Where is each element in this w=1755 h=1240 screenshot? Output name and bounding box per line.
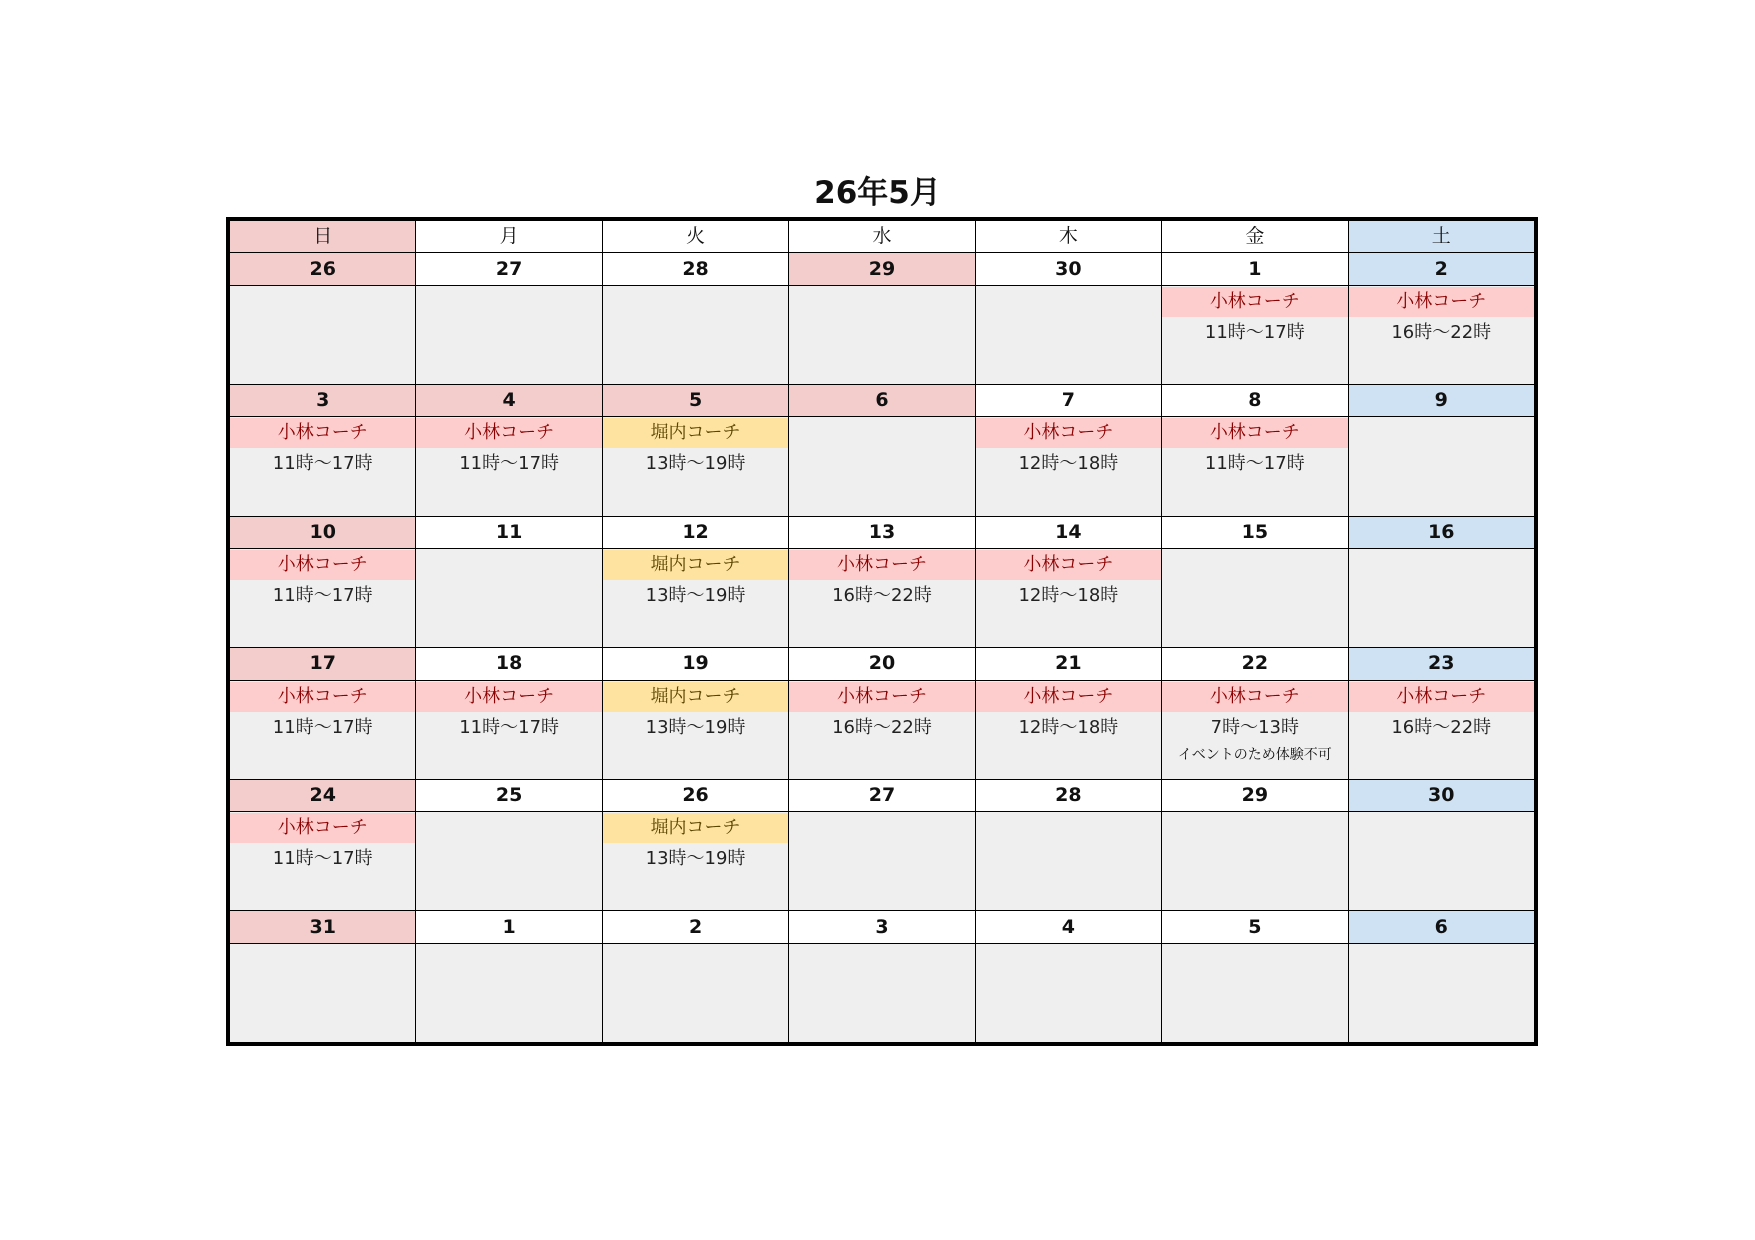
- week-date-row: [230, 384, 1535, 416]
- day-cell: [602, 680, 788, 779]
- week-date-row: [230, 648, 1535, 680]
- coach-label: 堀内コーチ: [603, 682, 788, 712]
- day-cell: [1162, 680, 1348, 779]
- day-number: 5: [1162, 911, 1348, 943]
- coach-label: 小林コーチ: [230, 682, 415, 712]
- page-title: 26年5月: [814, 175, 941, 211]
- time-range: 11時～17時: [272, 453, 373, 475]
- time-range: 12時～18時: [1018, 453, 1119, 475]
- coach-label: 小林コーチ: [230, 813, 415, 843]
- day-number: 5: [602, 384, 788, 416]
- coach-label: 堀内コーチ: [603, 418, 788, 448]
- time-range: 12時～18時: [1018, 584, 1119, 606]
- day-number: 23: [1348, 648, 1534, 680]
- time-range: 11時～17時: [272, 584, 373, 606]
- day-cell: [230, 548, 416, 647]
- time-range: 11時～17時: [459, 716, 560, 738]
- calendar-grid: [226, 217, 1538, 1046]
- day-number: 24: [230, 779, 416, 811]
- day-number: 22: [1162, 648, 1348, 680]
- day-number: 27: [416, 253, 602, 285]
- time-range: 11時～17時: [272, 716, 373, 738]
- day-number: 6: [789, 384, 975, 416]
- day-cell: [1348, 548, 1534, 647]
- week-schedule-row: [230, 812, 1535, 911]
- event-note: イベントのため体験不可: [1177, 746, 1332, 763]
- day-number: 21: [975, 648, 1161, 680]
- coach-label: 小林コーチ: [976, 418, 1161, 448]
- day-cell: [975, 417, 1161, 516]
- day-number: 4: [416, 384, 602, 416]
- day-number: 30: [975, 253, 1161, 285]
- week-date-row: [230, 779, 1535, 811]
- week-schedule-row: [230, 680, 1535, 779]
- time-range: 11時～17時: [1204, 453, 1305, 475]
- day-cell: [602, 417, 788, 516]
- day-cell: [416, 680, 602, 779]
- time-range: 13時～19時: [645, 453, 746, 475]
- day-number: 1: [416, 911, 602, 943]
- day-cell: [1162, 417, 1348, 516]
- weekday-header: 木: [975, 221, 1161, 253]
- day-number: 3: [230, 384, 416, 416]
- day-cell: [789, 417, 975, 516]
- day-cell: [602, 943, 788, 1042]
- day-cell: [416, 812, 602, 911]
- day-cell: [1348, 812, 1534, 911]
- day-number: 26: [230, 253, 416, 285]
- coach-label: 堀内コーチ: [603, 550, 788, 580]
- week-schedule-row: [230, 417, 1535, 516]
- day-number: 1: [1162, 253, 1348, 285]
- day-number: 25: [416, 779, 602, 811]
- weekday-header: 水: [789, 221, 975, 253]
- day-cell: [1162, 285, 1348, 384]
- day-cell: [1162, 812, 1348, 911]
- day-cell: [789, 285, 975, 384]
- week-schedule-row: [230, 285, 1535, 384]
- day-cell: [230, 285, 416, 384]
- day-number: 18: [416, 648, 602, 680]
- day-cell: [602, 812, 788, 911]
- day-cell: [230, 943, 416, 1042]
- week-date-row: [230, 911, 1535, 943]
- time-range: 12時～18時: [1018, 716, 1119, 738]
- week-schedule-row: [230, 943, 1535, 1042]
- weekday-header: 月: [416, 221, 602, 253]
- day-number: 6: [1348, 911, 1534, 943]
- day-number: 11: [416, 516, 602, 548]
- time-range: 11時～17時: [459, 453, 560, 475]
- coach-label: 小林コーチ: [976, 682, 1161, 712]
- time-range: 13時～19時: [645, 848, 746, 870]
- week-date-row: [230, 253, 1535, 285]
- day-number: 9: [1348, 384, 1534, 416]
- day-number: 26: [602, 779, 788, 811]
- day-number: 31: [230, 911, 416, 943]
- day-cell: [789, 680, 975, 779]
- coach-label: 小林コーチ: [416, 682, 601, 712]
- week-schedule-row: [230, 548, 1535, 647]
- day-cell: [1348, 417, 1534, 516]
- day-cell: [789, 812, 975, 911]
- day-cell: [416, 943, 602, 1042]
- day-number: 29: [789, 253, 975, 285]
- day-cell: [416, 285, 602, 384]
- day-cell: [789, 548, 975, 647]
- time-range: 11時～17時: [272, 848, 373, 870]
- day-cell: [789, 943, 975, 1042]
- coach-label: 小林コーチ: [789, 550, 974, 580]
- day-number: 19: [602, 648, 788, 680]
- day-number: 27: [789, 779, 975, 811]
- day-number: 15: [1162, 516, 1348, 548]
- calendar-table: [229, 220, 1535, 1043]
- day-cell: [975, 943, 1161, 1042]
- day-cell: [230, 812, 416, 911]
- day-cell: [1348, 680, 1534, 779]
- day-cell: [975, 548, 1161, 647]
- coach-label: 小林コーチ: [976, 550, 1161, 580]
- coach-label: 堀内コーチ: [603, 813, 788, 843]
- day-number: 4: [975, 911, 1161, 943]
- day-cell: [602, 548, 788, 647]
- weekday-header: 金: [1162, 221, 1348, 253]
- day-cell: [1348, 943, 1534, 1042]
- week-date-row: [230, 516, 1535, 548]
- coach-label: 小林コーチ: [789, 682, 974, 712]
- coach-label: 小林コーチ: [416, 418, 601, 448]
- day-cell: [230, 417, 416, 516]
- coach-label: 小林コーチ: [1162, 287, 1347, 317]
- time-range: 16時～22時: [1391, 716, 1492, 738]
- day-cell: [1162, 548, 1348, 647]
- day-number: 3: [789, 911, 975, 943]
- time-range: 11時～17時: [1204, 321, 1305, 343]
- time-range: 13時～19時: [645, 584, 746, 606]
- coach-label: 小林コーチ: [1349, 287, 1534, 317]
- day-cell: [416, 548, 602, 647]
- day-number: 2: [602, 911, 788, 943]
- day-cell: [602, 285, 788, 384]
- time-range: 16時～22時: [832, 716, 932, 738]
- day-cell: [416, 417, 602, 516]
- day-number: 10: [230, 516, 416, 548]
- time-range: 16時～22時: [1391, 321, 1492, 343]
- day-number: 8: [1162, 384, 1348, 416]
- day-number: 13: [789, 516, 975, 548]
- day-number: 28: [602, 253, 788, 285]
- day-cell: [230, 680, 416, 779]
- day-number: 30: [1348, 779, 1534, 811]
- day-number: 7: [975, 384, 1161, 416]
- time-range: 7時～13時: [1210, 716, 1299, 738]
- coach-label: 小林コーチ: [1349, 682, 1534, 712]
- day-cell: [975, 680, 1161, 779]
- day-cell: [1162, 943, 1348, 1042]
- day-number: 20: [789, 648, 975, 680]
- day-cell: [1348, 285, 1534, 384]
- day-number: 28: [975, 779, 1161, 811]
- weekday-header: 土: [1348, 221, 1534, 253]
- coach-label: 小林コーチ: [1162, 418, 1347, 448]
- day-number: 2: [1348, 253, 1534, 285]
- coach-label: 小林コーチ: [230, 418, 415, 448]
- day-number: 29: [1162, 779, 1348, 811]
- day-number: 17: [230, 648, 416, 680]
- weekday-header-row: [230, 221, 1535, 253]
- coach-label: 小林コーチ: [1162, 682, 1347, 712]
- day-number: 12: [602, 516, 788, 548]
- day-number: 14: [975, 516, 1161, 548]
- day-cell: [975, 812, 1161, 911]
- time-range: 16時～22時: [832, 584, 932, 606]
- weekday-header: 火: [602, 221, 788, 253]
- coach-label: 小林コーチ: [230, 550, 415, 580]
- weekday-header: 日: [230, 221, 416, 253]
- day-number: 16: [1348, 516, 1534, 548]
- day-cell: [975, 285, 1161, 384]
- time-range: 13時～19時: [645, 716, 746, 738]
